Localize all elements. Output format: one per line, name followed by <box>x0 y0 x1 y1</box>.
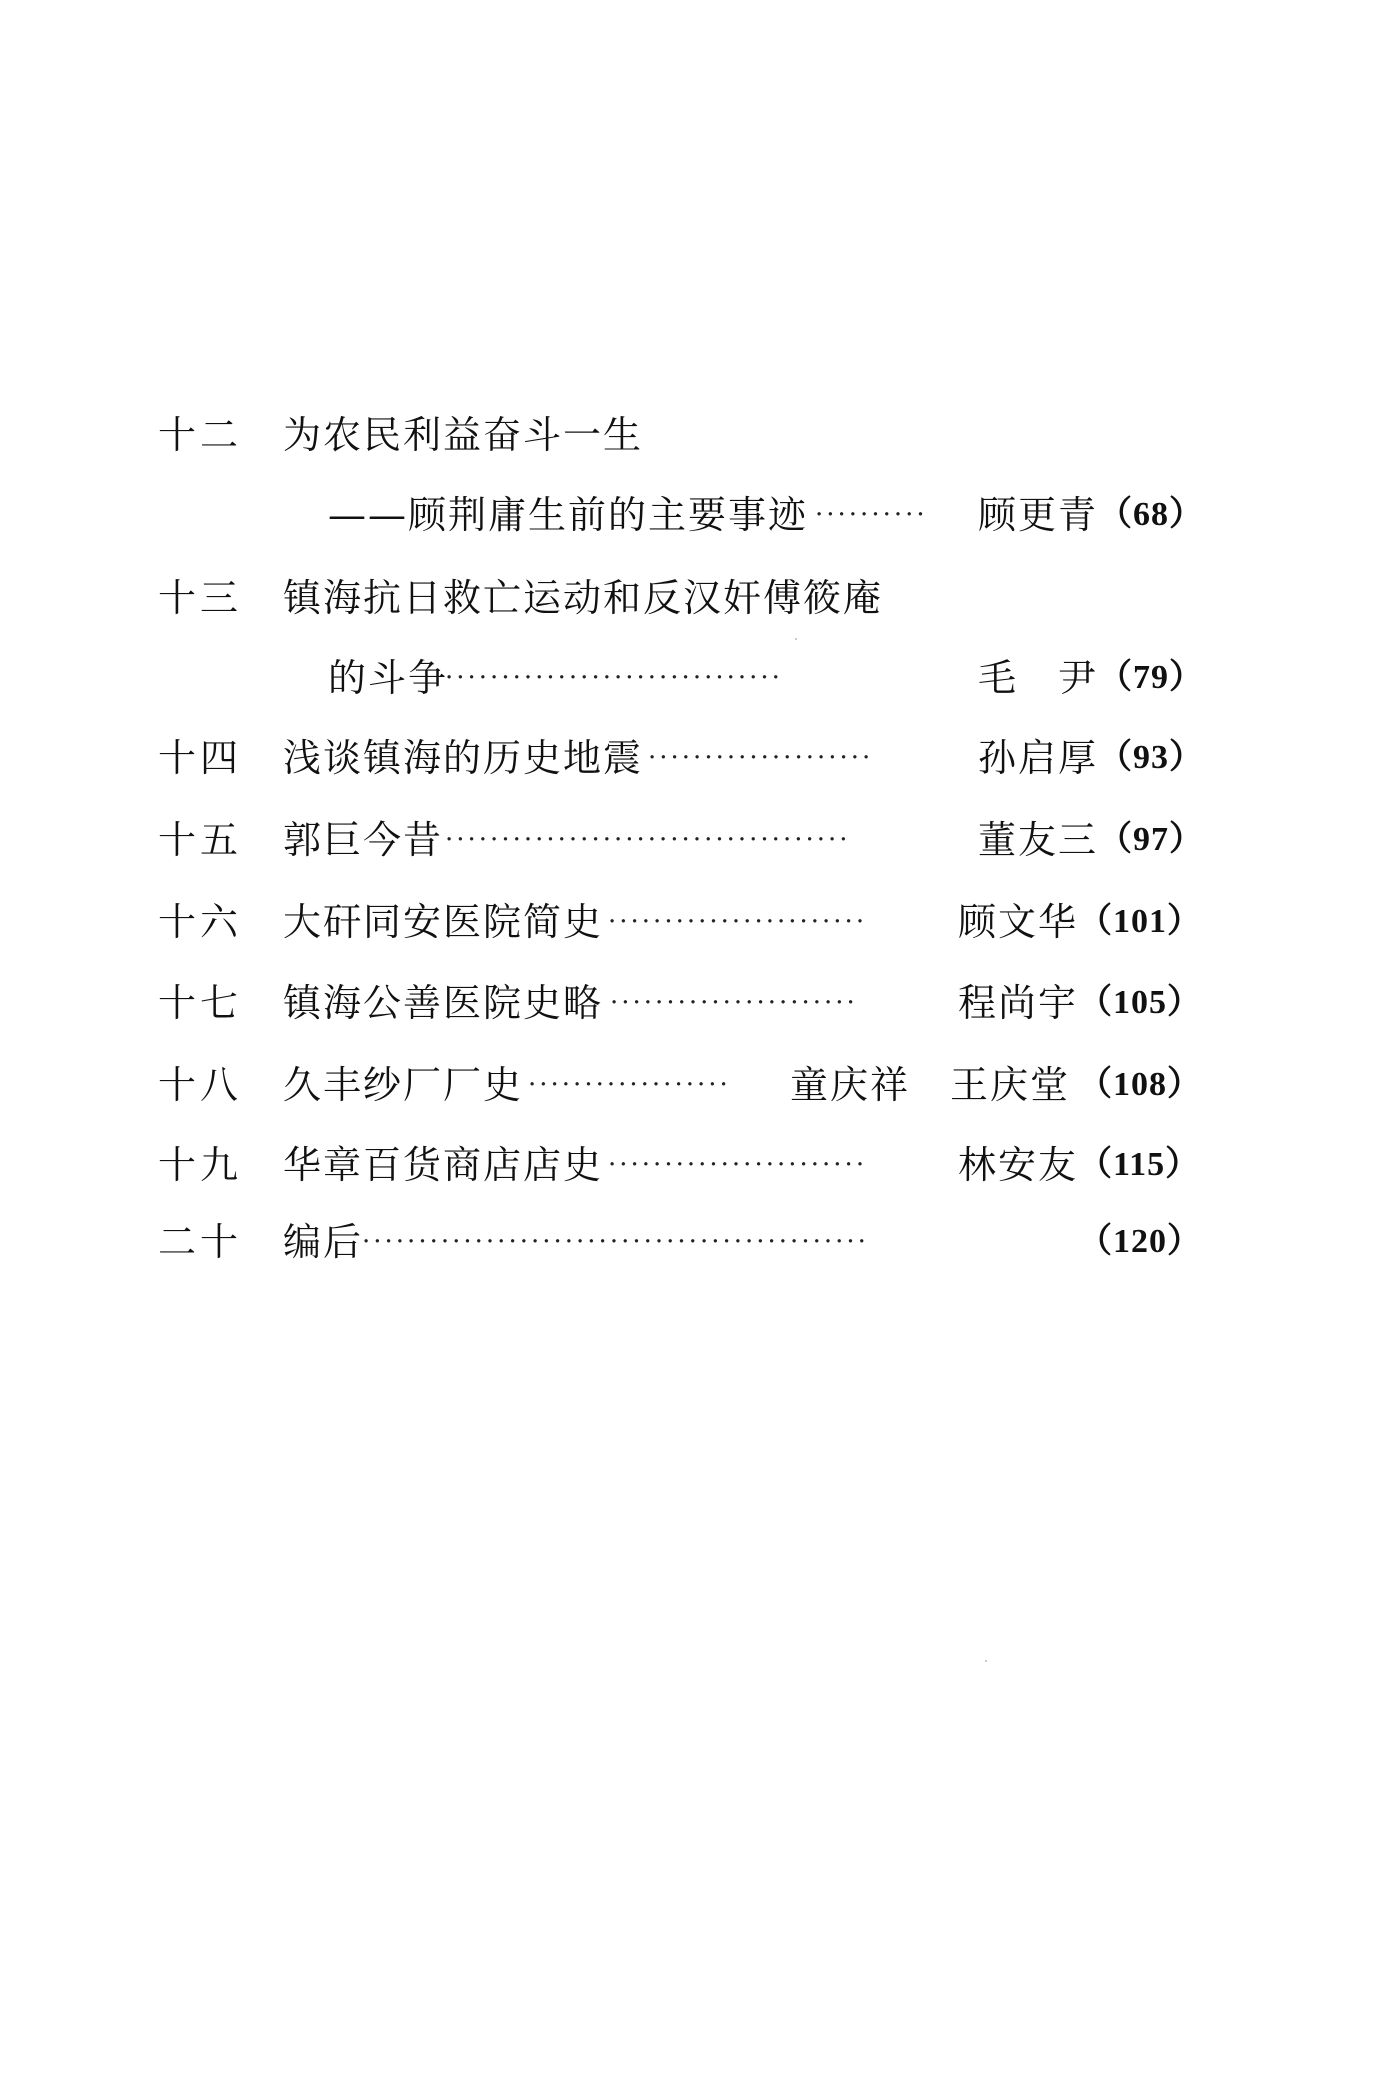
entry-number: 十四 <box>158 736 243 780</box>
dot-leader: ······················· <box>608 907 868 937</box>
toc-entry-17 <box>0 973 1382 1033</box>
toc-entry-13-subtitle-line <box>0 648 1382 708</box>
entry-number: 十六 <box>158 900 243 944</box>
dot-leader: ···················· <box>648 743 874 773</box>
toc-entry-12 <box>0 405 1382 465</box>
entry-author: 毛 尹 <box>978 656 1099 700</box>
entry-author: 童庆祥 王庆堂 <box>790 1063 1071 1107</box>
entry-author: 林安友 <box>958 1143 1079 1187</box>
entry-title: 镇海公善医院史略 <box>283 981 604 1025</box>
entry-author: 程尚宇 <box>958 981 1079 1025</box>
entry-subtitle: 的斗争 <box>328 656 449 700</box>
toc-entry-18 <box>0 1055 1382 1115</box>
toc-entry-19 <box>0 1135 1382 1195</box>
toc-entry-12-subtitle-line <box>0 485 1382 545</box>
entry-page: （68） <box>1098 496 1204 533</box>
entry-page: （105） <box>1078 984 1202 1021</box>
dot-leader: ·········· <box>815 500 928 530</box>
entry-title: 为农民利益奋斗一生 <box>283 413 644 457</box>
entry-page: （115） <box>1078 1146 1201 1183</box>
toc-entry-20 <box>0 1212 1382 1272</box>
dot-leader: ······························ <box>445 663 783 693</box>
entry-title: 华章百货商店店史 <box>283 1143 604 1187</box>
dot-leader: ······················ <box>610 988 858 1018</box>
entry-title: 镇海抗日救亡运动和反汉奸傅筱庵 <box>283 576 884 620</box>
entry-title: 浅谈镇海的历史地震 <box>283 736 644 780</box>
entry-title: 郭巨今昔 <box>283 818 444 862</box>
entry-page: （79） <box>1098 659 1204 696</box>
toc-entry-14 <box>0 728 1382 788</box>
entry-number: 十五 <box>158 818 243 862</box>
entry-number: 十八 <box>158 1063 243 1107</box>
entry-title: 编后 <box>283 1220 364 1264</box>
entry-number: 十七 <box>158 981 243 1025</box>
entry-title: 大矸同安医院简史 <box>283 900 604 944</box>
entry-page: （93） <box>1098 739 1204 776</box>
entry-number: 十九 <box>158 1143 243 1187</box>
entry-author: 顾更青 <box>978 493 1099 537</box>
entry-author: 顾文华 <box>958 900 1079 944</box>
entry-subtitle: ——顾荆庸生前的主要事迹 <box>328 493 809 537</box>
dot-leader: ···································· <box>445 825 851 855</box>
entry-author: 孙启厚 <box>978 736 1099 780</box>
entry-number: 十二 <box>158 413 243 457</box>
entry-author: 董友三 <box>978 818 1099 862</box>
entry-page: （108） <box>1078 1066 1202 1103</box>
toc-entry-13 <box>0 568 1382 628</box>
entry-page: （120） <box>1078 1223 1202 1260</box>
entry-title: 久丰纱厂厂史 <box>283 1063 524 1107</box>
entry-page: （101） <box>1078 903 1202 940</box>
scan-speck <box>985 1660 987 1662</box>
scan-speck <box>795 638 797 640</box>
toc-entry-15 <box>0 810 1382 870</box>
dot-leader: ·················· <box>528 1070 731 1100</box>
dot-leader: ······················· <box>608 1150 868 1180</box>
dot-leader: ············································· <box>362 1227 869 1257</box>
entry-number: 二十 <box>158 1220 243 1264</box>
toc-entry-16 <box>0 892 1382 952</box>
entry-number: 十三 <box>158 576 243 620</box>
entry-page: （97） <box>1098 821 1204 858</box>
